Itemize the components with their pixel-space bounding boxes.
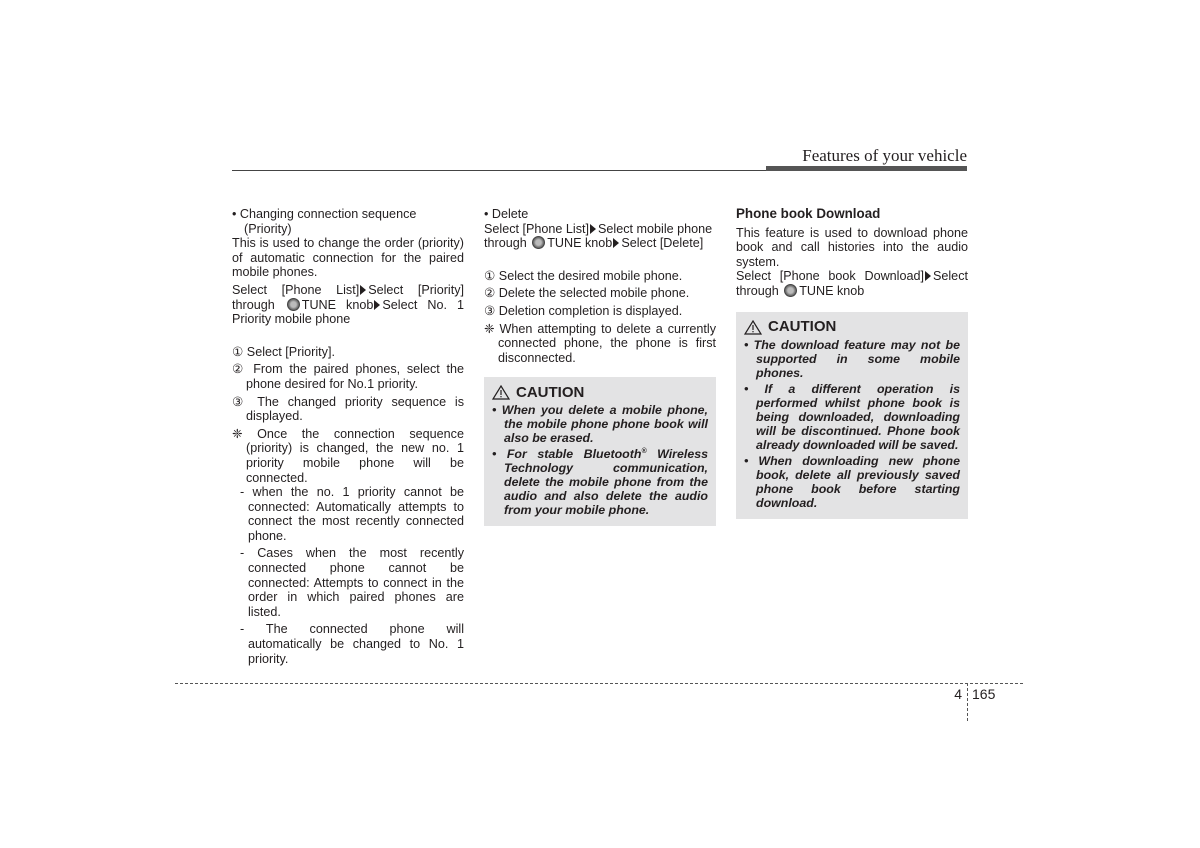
column-priority	[232, 207, 464, 666]
caution-box	[736, 312, 968, 519]
footer-separator	[967, 683, 968, 721]
caution-item: • When you delete a mobile phone, the mobile phone phone book will also be erased.	[492, 403, 708, 446]
arrow-right-icon	[613, 238, 619, 248]
footer-divider	[175, 683, 1023, 684]
step-item: ③ The changed priority sequence is displayed.	[232, 394, 464, 424]
column-phonebook	[736, 207, 968, 519]
note-item: ❈ Once the connection sequence (priority) is changed, the new no. 1 priority mobile phone will be connected.	[232, 426, 464, 485]
intro-paragraph: This is used to change the order (priority) of automatic connection for the paired mobile phones.	[232, 236, 464, 280]
step-item: ② Delete the selected mobile phone.	[484, 286, 690, 301]
bullet-heading: • Changing connection sequence (Priority)	[232, 207, 417, 236]
warning-triangle-icon	[744, 320, 762, 335]
tune-knob-icon	[532, 236, 545, 249]
tune-knob-icon	[287, 298, 300, 311]
chapter-number: 4	[954, 686, 962, 702]
step-item: ① Select the desired mobile phone.	[484, 268, 683, 283]
caution-item: • When downloading new phone book, delete all previously saved phone book before starting download.	[744, 453, 960, 510]
section-title: Features of your vehicle	[802, 146, 967, 165]
arrow-right-icon	[360, 285, 366, 295]
step-item: ③ Deletion completion is displayed.	[484, 303, 683, 318]
caution-item: • The download feature may not be supported in some mobile phones.	[744, 337, 960, 380]
arrow-right-icon	[925, 271, 931, 281]
note-item: ❈ When attempting to delete a currently connected phone, the phone is first disconnected.	[484, 321, 716, 365]
bullet-heading: • Delete	[484, 207, 529, 221]
phonebook-heading: Phone book Download	[736, 206, 881, 221]
select-path: Select [Phone List] Select mobile phone through TUNE knob Select [Delete]	[484, 221, 713, 251]
column-delete	[484, 207, 716, 526]
caution-heading: CAUTION	[492, 385, 708, 400]
caution-heading: CAUTION	[744, 320, 960, 335]
intro-paragraph: This feature is used to download phone book and call histories into the audio system.	[736, 225, 968, 269]
step-item: ① Select [Priority].	[232, 344, 335, 359]
header-accent-bar	[766, 166, 967, 171]
arrow-right-icon	[590, 224, 596, 234]
step-item: ② From the paired phones, select the phone desired for No.1 priority.	[232, 362, 464, 391]
dash-item: - Cases when the most recently connected phone cannot be connected: Attempts to connect in the order in which paired phones are listed.	[240, 546, 464, 619]
caution-item: • If a different operation is performed whilst phone book is being downloaded, downloading will be discontinued. Phone book already downloaded will be saved.	[744, 381, 960, 452]
select-path: Select [Phone List] Select [Priority] through TUNE knob Select No. 1 Priority mobile phone	[232, 282, 465, 327]
dash-item: - when the no. 1 priority cannot be connected: Automatically attempts to connect the most recently connected phone.	[240, 485, 464, 543]
tune-knob-icon	[784, 284, 797, 297]
dash-item: - The connected phone will automatically be changed to No. 1 priority.	[240, 622, 464, 666]
warning-triangle-icon	[492, 385, 510, 400]
caution-box	[484, 377, 716, 526]
page-number: 165	[972, 686, 996, 702]
select-path: Select [Phone book Download] Select through TUNE knob	[736, 269, 968, 298]
arrow-right-icon	[374, 300, 380, 310]
caution-item: • For stable Bluetooth® Wireless Technology communication, delete the mobile phone from the audio and also delete the audio from your mobile phone.	[492, 447, 708, 518]
